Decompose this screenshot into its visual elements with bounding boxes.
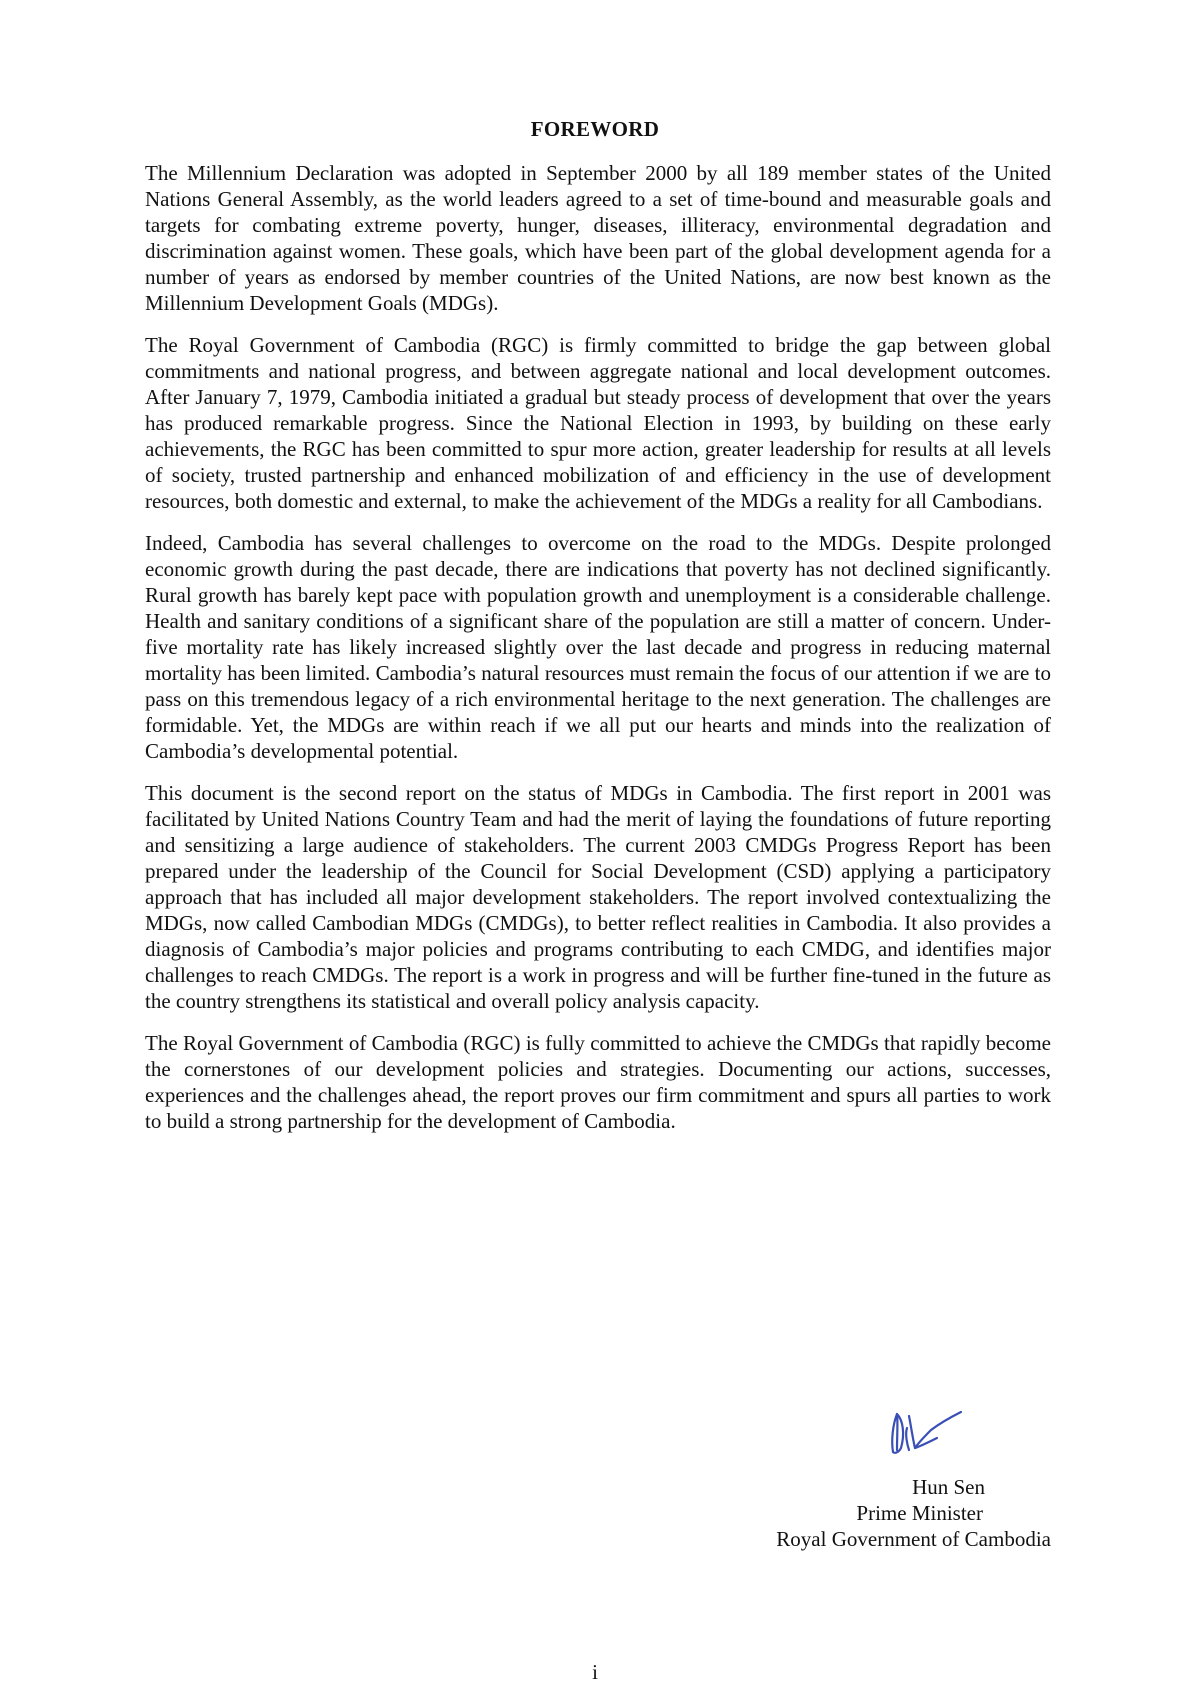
page-title: FOREWORD [530, 117, 660, 141]
signature-block [700, 1474, 1051, 1552]
paragraph-4: This document is the second report on the status of MDGs in Cambodia. The first report in 2001 was facilitated by United Nations Country Team and had the merit of laying the foundations of future reporting and sensitizing a large audience of stakeholders. The current 2003 CMDGs Progress Report has been prepared under the leadership of the Council for Social Development (CSD) applying a participatory approach that has included all major development stakeholders. The report involved contextualizing the MDGs, now called Cambodian MDGs (CMDGs), to better reflect realities in Cambodia. It also provides a diagnosis of Cambodia’s major policies and programs contributing to each CMDG, and identifies major challenges to reach CMDGs. The report is a work in progress and will be further fine-tuned in the future as the country strengthens its statistical and overall policy analysis capacity. [145, 781, 1051, 1013]
paragraph-5: The Royal Government of Cambodia (RGC) is fully committed to achieve the CMDGs that rapidly become the cornerstones of our development policies and strategies. Documenting our actions, successes, experiences and the challenges ahead, the report proves our firm commitment and spurs all parties to work to build a strong partnership for the development of Cambodia. [145, 1031, 1051, 1133]
paragraph-3: Indeed, Cambodia has several challenges to overcome on the road to the MDGs. Despite prolonged economic growth during the past decade, there are indications that poverty has not declined significantly. Rural growth has barely kept pace with population growth and unemployment is a considerable challenge. Health and sanitary conditions of a significant share of the population are still a matter of concern. Under-five mortality rate has likely increased slightly over the last decade and progress in reducing maternal mortality has been limited. Cambodia’s natural resources must remain the focus of our attention if we are to pass on this tremendous legacy of a rich environmental heritage to the next generation. The challenges are formidable. Yet, the MDGs are within reach if we all put our hearts and minds into the realization of Cambodia’s developmental potential. [145, 531, 1051, 763]
paragraph-2: The Royal Government of Cambodia (RGC) is firmly committed to bridge the gap between global commitments and national progress, and between aggregate national and local development outcomes. After January 7, 1979, Cambodia initiated a gradual but steady process of development that over the years has produced remarkable progress. Since the National Election in 1993, by building on these early achievements, the RGC has been committed to spur more action, greater leadership for results at all levels of society, trusted partnership and enhanced mobilization of and efficiency in the use of development resources, both domestic and external, to make the achievement of the MDGs a reality for all Cambodians. [145, 333, 1051, 513]
signatory-organization: Royal Government of Cambodia [776, 1527, 1051, 1551]
paragraph-1: The Millennium Declaration was adopted in September 2000 by all 189 member states of the United Nations General Assembly, as the world leaders agreed to a set of time-bound and measurable goals and targets for combating extreme poverty, hunger, diseases, illiteracy, environmental degradation and discrimination against women. These goals, which have been part of the global development agenda for a number of years as endorsed by member countries of the United Nations, are now best known as the Millennium Development Goals (MDGs). [145, 161, 1051, 315]
foreword-body [145, 160, 1051, 1150]
signatory-position: Prime Minister [856, 1501, 983, 1525]
handwritten-signature [885, 1400, 965, 1464]
page-number: i [592, 1660, 598, 1684]
signatory-name: Hun Sen [912, 1475, 985, 1499]
